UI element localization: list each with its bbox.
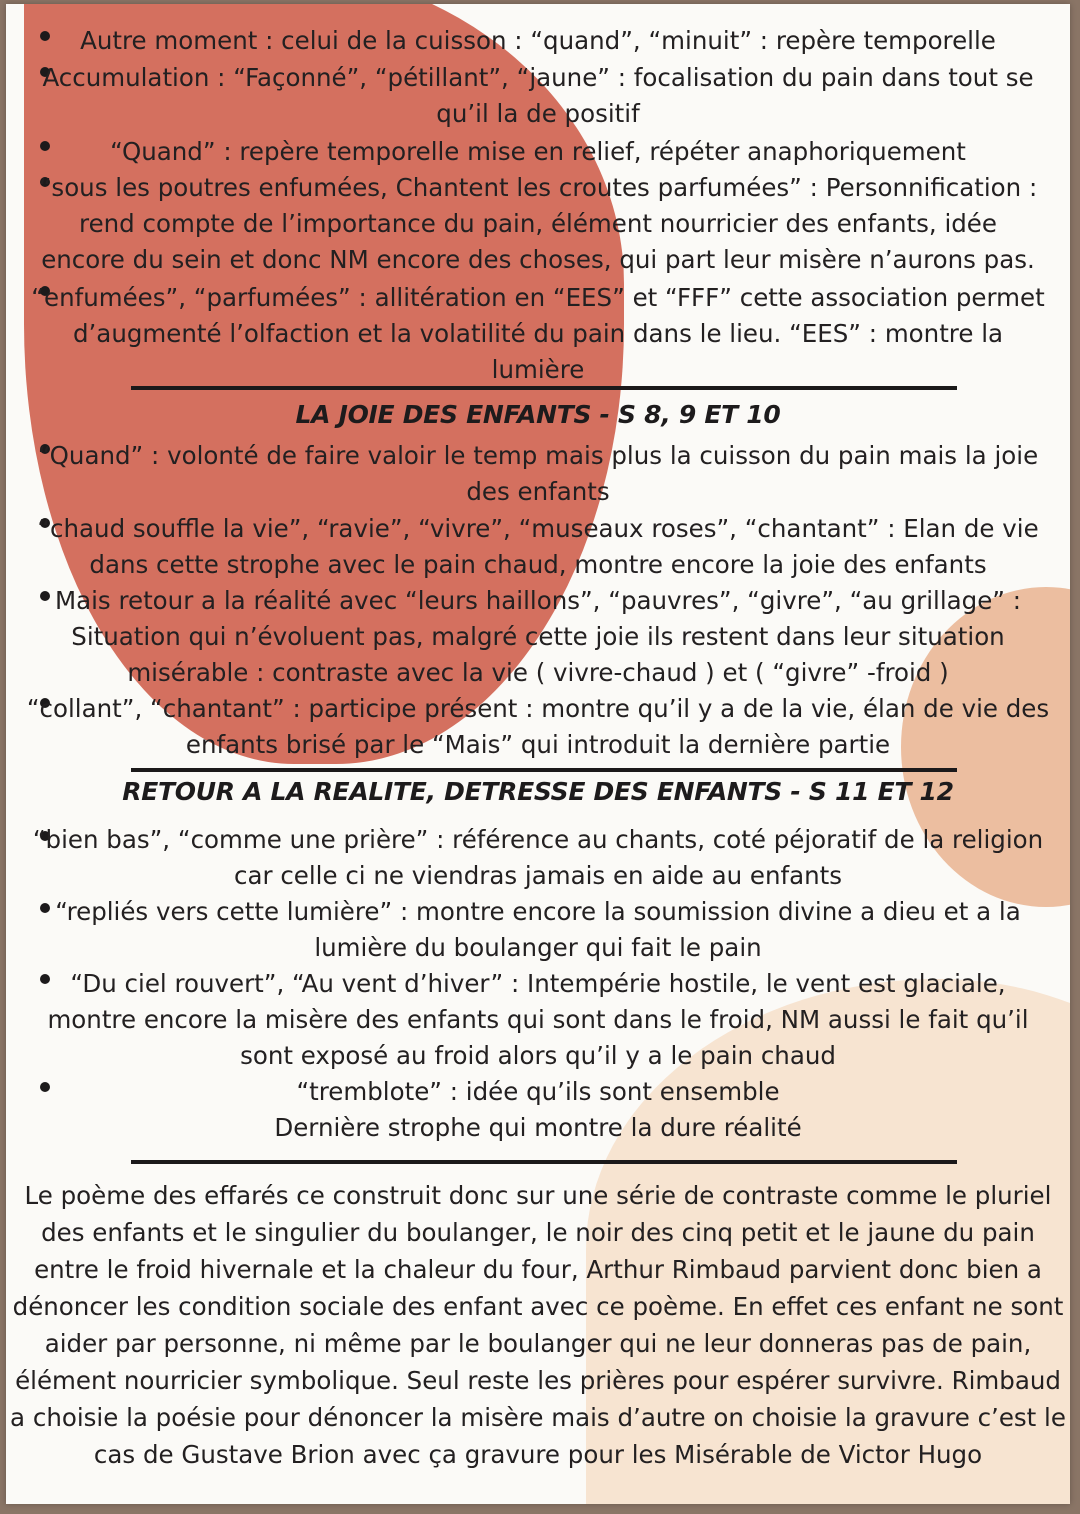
bullet-line: montre encore la misère des enfants qui sont dans le froid, NM aussi le fait qu’il: [47, 1005, 1029, 1034]
bullet-line: misérable : contraste avec la vie ( vivre-chaud ) et ( “givre” -froid ): [127, 658, 949, 687]
bullet-line: Situation qui n’évoluent pas, malgré cette joie ils restent dans leur situation: [71, 622, 1005, 651]
bullet-line: “collant”, “chantant” : participe présent : montre qu’il y a de la vie, élan de vie des: [26, 694, 1050, 723]
bullet-line: “chaud souffle la vie”, “ravie”, “vivre”, “museaux roses”, “chantant” : Elan de vie: [37, 514, 1039, 543]
bullet-line: lumière: [491, 355, 585, 384]
conclusion-line: élément nourricier symbolique. Seul reste les prières pour espérer survivre. Rimbaud: [15, 1366, 1061, 1395]
bullet-line: sont exposé au froid alors qu’il y a le pain chaud: [240, 1041, 836, 1070]
conclusion-line: aider par personne, ni même par le boulanger qui ne leur donneras pas de pain,: [44, 1329, 1032, 1358]
section-divider: [131, 1160, 957, 1164]
section-heading-realite: RETOUR A LA REALITE, DETRESSE DES ENFANTS - S 11 ET 12: [122, 777, 954, 806]
conclusion-line: entre le froid hivernale et la chaleur du four, Arthur Rimbaud parvient donc bien a: [34, 1255, 1042, 1284]
bullet-line: “sous les poutres enfumées, Chantent les croutes parfumées” : Personnification :: [38, 173, 1038, 202]
conclusion-line: des enfants et le singulier du boulanger, le noir des cinq petit et le jaune du pain: [41, 1218, 1035, 1247]
section-divider: [131, 768, 957, 772]
bullet-line: Accumulation : “Façonné”, “pétillant”, “jaune” : focalisation du pain dans tout se: [42, 63, 1034, 92]
bullet-line: enfants brisé par le “Mais” qui introduit la dernière partie: [185, 730, 891, 759]
conclusion-line: Le poème des effarés ce construit donc sur une série de contraste comme le pluriel: [24, 1181, 1052, 1210]
bullet-line: “repliés vers cette lumière” : montre encore la soumission divine a dieu et a la: [55, 897, 1021, 926]
bullet-line: “enfumées”, “parfumées” : allitération en “EES” et “FFF” cette association permet: [31, 283, 1045, 312]
bullet-line: encore du sein et donc NM encore des choses, qui part leur misère n’aurons pas.: [41, 245, 1035, 274]
conclusion-line: a choisie la poésie pour dénoncer la misère mais d’autre on choisie la gravure c’est le: [10, 1403, 1066, 1432]
section-divider: [131, 386, 957, 390]
bullet-line: car celle ci ne viendras jamais en aide au enfants: [233, 861, 843, 890]
bullet-line: “Quand” : volonté de faire valoir le temp mais plus la cuisson du pain mais la joie: [37, 441, 1039, 470]
paper-sheet: [6, 4, 1070, 1504]
bullet-line: Mais retour a la réalité avec “leurs haillons”, “pauvres”, “givre”, “au grillage” :: [54, 586, 1022, 615]
bullet-line: “Quand” : repère temporelle mise en relief, répéter anaphoriquement: [110, 137, 966, 166]
bullet-line: rend compte de l’importance du pain, élément nourricier des enfants, idée: [79, 209, 997, 238]
bullet-line: Dernière strophe qui montre la dure réalité: [274, 1113, 802, 1142]
bullet-line: Autre moment : celui de la cuisson : “quand”, “minuit” : repère temporelle: [80, 26, 996, 55]
bullet-line: qu’il la de positif: [436, 99, 640, 128]
bullet-line: d’augmenté l’olfaction et la volatilité du pain dans le lieu. “EES” : montre la: [72, 319, 1004, 348]
notes-content: [6, 4, 1070, 1504]
bullet-line: des enfants: [466, 477, 610, 506]
bullet-line: dans cette strophe avec le pain chaud, montre encore la joie des enfants: [89, 550, 987, 579]
bullet-line: “tremblote” : idée qu’ils sont ensemble: [296, 1077, 780, 1106]
bullet-line: “bien bas”, “comme une prière” : référence au chants, coté péjoratif de la religion: [32, 825, 1044, 854]
bullet-line: lumière du boulanger qui fait le pain: [314, 933, 762, 962]
section-heading-joie: LA JOIE DES ENFANTS - S 8, 9 ET 10: [295, 400, 781, 429]
conclusion-line: cas de Gustave Brion avec ça gravure pour les Misérable de Victor Hugo: [93, 1440, 983, 1469]
bullet-line: “Du ciel rouvert”, “Au vent d’hiver” : Intempérie hostile, le vent est glaciale,: [70, 969, 1006, 998]
conclusion-line: dénoncer les condition sociale des enfant avec ce poème. En effet ces enfant ne sont: [12, 1292, 1064, 1321]
